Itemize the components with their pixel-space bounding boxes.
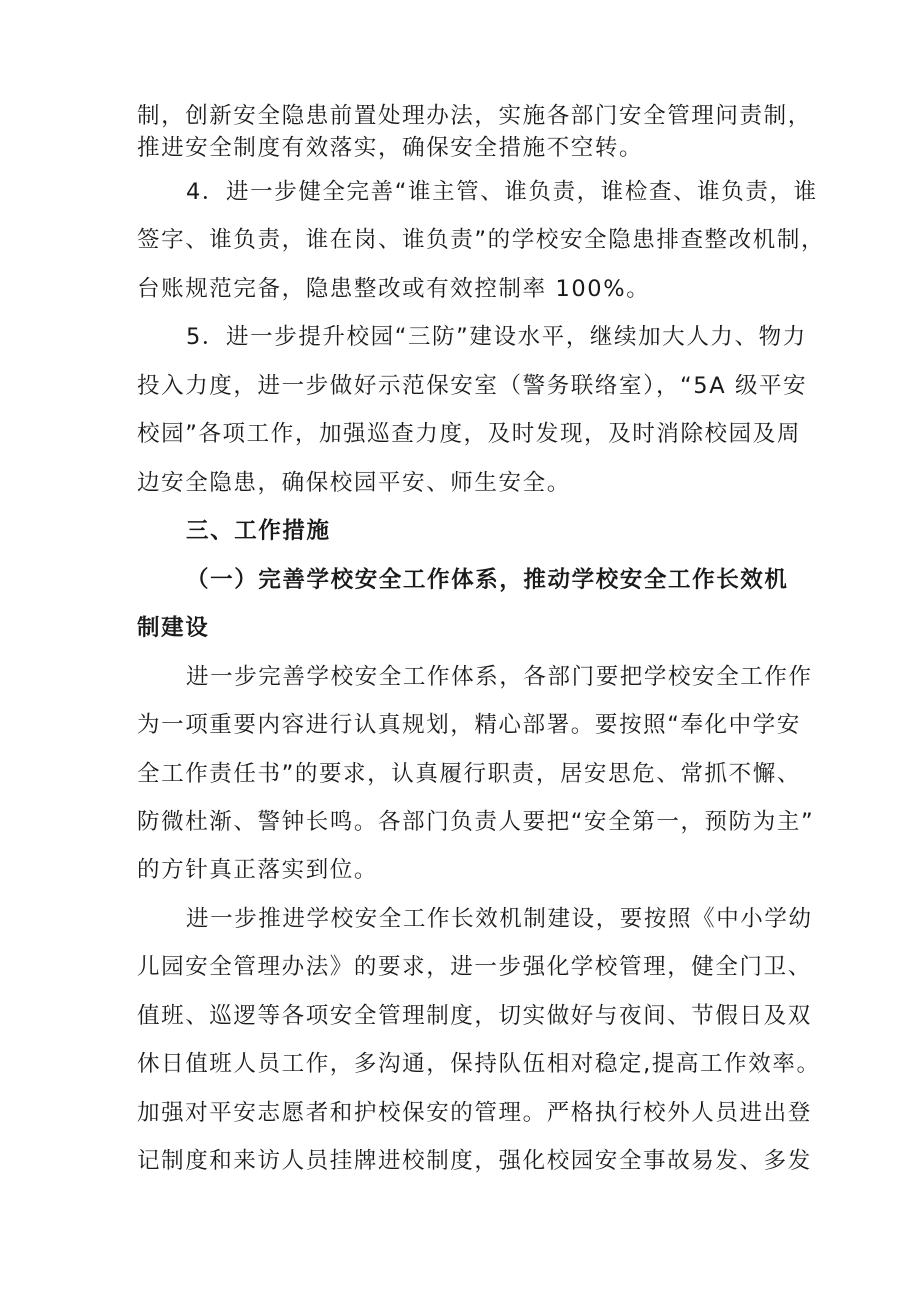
body-text-line: 加强对平安志愿者和护校保安的管理。严格执行校外人员进出登 — [137, 1100, 812, 1126]
body-text-line: 为一项重要内容进行认真规划，精心部署。要按照“奉化中学安 — [137, 712, 801, 738]
body-text-line: 校园”各项工作，加强巡查力度，及时发现，及时消除校园及周 — [137, 421, 801, 447]
list-item-5: 5．进一步提升校园“三防”建设水平，继续加大人力、物力 — [186, 324, 807, 350]
body-text-line: 记制度和来访人员挂牌进校制度，强化校园安全事故易发、多发 — [137, 1148, 812, 1174]
body-text-line: 的方针真正落实到位。 — [137, 857, 379, 883]
body-text-line: 全工作责任书”的要求，认真履行职责，居安思危、常抓不懈、 — [137, 761, 801, 787]
body-text-line: 签字、谁负责，谁在岗、谁负责”的学校安全隐患排查整改机制， — [137, 227, 826, 253]
section-heading: 三、工作措施 — [186, 518, 331, 544]
body-text-line: 边安全隐患，确保校园平安、师生安全。 — [137, 470, 571, 496]
body-text-line: 推进安全制度有效落实，确保安全措施不空转。 — [137, 135, 644, 161]
body-text-line: 台账规范完备，隐患整改或有效控制率 100%。 — [137, 276, 651, 302]
body-text-line: 休日值班人员工作，多沟通，保持队伍相对稳定,提高工作效率。 — [137, 1051, 821, 1077]
body-text-line: 儿园安全管理办法》的要求，进一步强化学校管理，健全门卫、 — [137, 954, 812, 980]
subsection-heading: （一）完善学校安全工作体系，推动学校安全工作长效机 — [186, 567, 789, 593]
body-text-line: 制，创新安全隐患前置处理办法，实施各部门安全管理问责制， — [137, 103, 812, 129]
paragraph-start: 进一步完善学校安全工作体系，各部门要把学校安全工作作 — [186, 664, 813, 690]
subsection-heading-continued: 制建设 — [137, 615, 210, 641]
body-text-line: 防微杜渐、警钟长鸣。各部门负责人要把“安全第一，预防为主” — [137, 809, 815, 835]
list-item-4: 4．进一步健全完善“谁主管、谁负责，谁检查、谁负责，谁 — [186, 179, 818, 205]
body-text-line: 投入力度，进一步做好示范保安室（警务联络室），“5A 级平安 — [137, 373, 808, 399]
paragraph-start: 进一步推进学校安全工作长效机制建设，要按照《中小学幼 — [186, 906, 813, 932]
body-text-line: 值班、巡逻等各项安全管理制度，切实做好与夜间、节假日及双 — [137, 1003, 812, 1029]
